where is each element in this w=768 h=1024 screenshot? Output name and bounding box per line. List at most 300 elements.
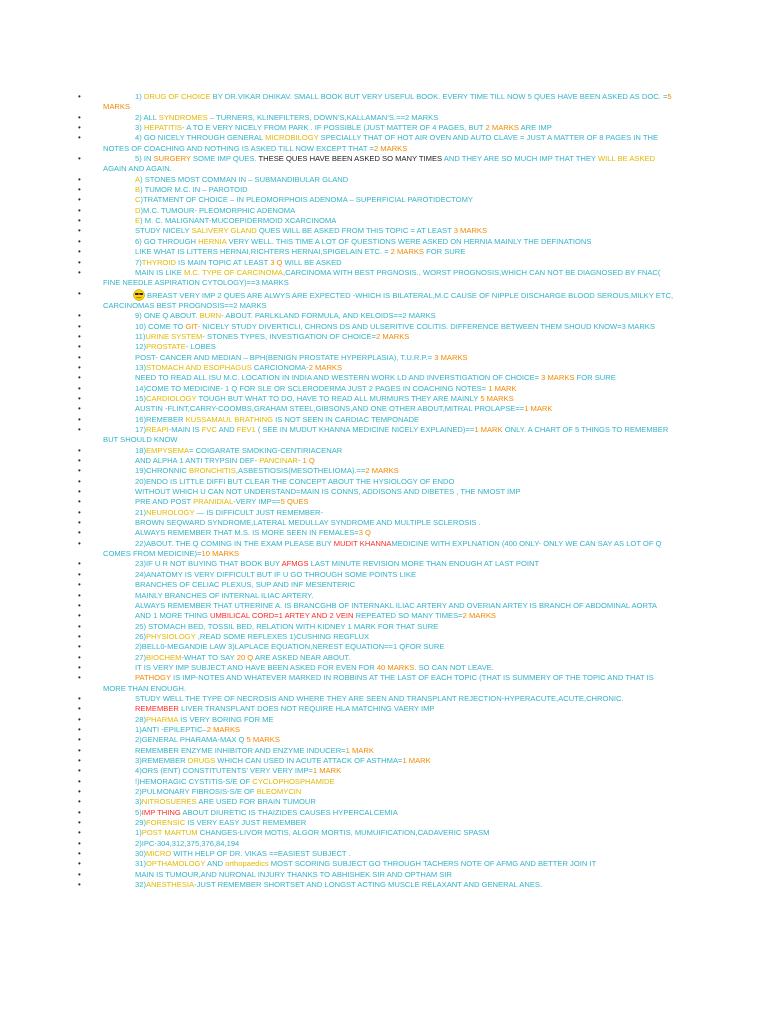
text-run: 14)COME TO MEDICINE- 1 Q FOR SLE OR SCLERODERMA JUST 2 PAGES IN COACHING NOTES= [135,383,489,393]
bullet-icon: • [78,507,81,517]
bullet-icon: • [78,425,81,434]
bullet-icon: • [78,133,81,143]
text-run: WILL BE ASKED [282,257,342,267]
text-run: M.C. TYPE OF CARCINOMA [183,267,283,277]
text-run: BLEOMYCIN [256,787,302,797]
text-run: BY DR.VIKAR DHIKAV. SMALL BOOK BUT VERY USEFUL BOOK. EVERY TIME TILL NOW 5 QUES HAVE BEEN ASKED AS DOC. = [210,92,668,101]
text-run: BRONCHITIS [189,466,236,476]
text-run: QUES WILL BE ASKED FROM THIS TOPIC = AT LEAST [256,226,454,236]
text-run: C [135,195,141,205]
list-item-text [103,849,351,858]
list-item-text [103,508,323,517]
text-run: SYNDROMES [158,112,208,122]
text-run: CARCIONOMA- [251,362,309,372]
text-run: MUDIT KHANNA [333,538,392,548]
text-run: AND [216,425,237,434]
list-item-text [103,373,616,382]
list-item-text [103,694,624,703]
text-run: NEUROLOGY [145,507,195,517]
text-run: - STONES TYPES, INVESTIGATION OF CHOICE= [202,331,377,341]
list-item [0,394,768,404]
list-item-text [103,113,438,122]
bullet-icon: • [78,745,81,755]
text-run: 2)GENERAL PHARAMA-MAX Q [135,735,247,745]
bullet-icon: • [78,662,81,672]
bullet-icon: • [78,92,81,101]
list-item [0,477,768,487]
text-run: FOR SURE [423,247,466,257]
list-item [0,559,768,569]
text-run: AFMGS [281,559,309,569]
list-item-text [103,859,596,868]
text-run: 23)IF U R NOT BUYING THAT BOOK BUY [135,559,282,569]
list-item-text [103,226,487,235]
bullet-icon: • [78,538,81,548]
text-run: IMP THING [141,807,181,817]
text-run: BROWN SEQWARD SYNDROME,LATERAL MEDULLAY SYNDROME AND MULTIPLE SCLEROSIS . [135,518,481,528]
text-run: 7) [135,257,142,267]
bullet-icon: • [78,766,81,776]
text-run: PHARMA [145,714,179,724]
bullet-icon: • [78,580,81,590]
list-item [0,384,768,394]
text-run: 11) [135,331,146,341]
text-run: 5 MARKS [103,92,672,112]
bullet-icon: • [78,466,81,476]
text-run: 3 Q [270,257,283,267]
list-item [0,694,768,704]
text-run: 3 MARKS [434,352,468,362]
text-run: - [297,456,303,466]
list-item-text [103,787,301,796]
text-run: ANESTHESIA [145,880,195,890]
text-run: REMEMBER ENZYME INHIBITOR AND ENZYME INDUCER= [135,745,346,755]
text-run: 5 QUES [280,497,309,507]
text-run: PHYSIOLOGY [145,631,196,641]
list-item [0,818,768,828]
text-run: ARE IMP [518,123,552,133]
list-item [0,206,768,216]
text-run: 18) [135,445,146,455]
list-item [0,808,768,818]
text-run: 15) [135,393,146,403]
text-run: ,CARCINOMA WITH BEST PRGNOSIS., WORST PROGNOSIS,WHICH CAN NOT BE DIAGNOSED BY FNAC( FINE NEEDLE ASPIRATION CYTOLOGY)==3 MARKS [103,267,661,288]
text-run: STOMACH AND ESOPHAGUS [145,362,252,372]
list-item [0,195,768,205]
list-item-text [103,466,399,475]
bullet-icon: • [78,267,81,277]
text-run: )TRATMENT OF CHOICE – IN PLEOMORPHOIS ADENOMA – SUPERFICIAL PAROTIDECTOMY [140,195,473,205]
text-run: POST- CANCER AND MEDIAN – BPH(BENIGN PROSTATE HYPERPLASIA), T.U.R.P.= [135,352,435,362]
list-item [0,185,768,195]
list-item [0,332,768,342]
text-run: 1)ANTI -EPILEPTIC– [135,724,207,734]
text-run: BIOCHEM [145,652,182,662]
text-run: 2 MARKS [376,331,410,341]
list-item [0,311,768,321]
text-run: - LOBES [185,342,216,352]
bullet-icon: • [78,559,81,569]
list-item [0,766,768,776]
list-item-text [103,322,655,331]
bullet-icon: • [78,631,81,641]
text-run: IT IS VERY IMP SUBJECT AND HAVE BEEN ASKED FOR EVEN FOR [135,662,377,672]
text-run: ( SEE IN MUDUT KHANNA MEDICINE NICELY EXPLAINED)== [255,425,475,434]
text-run: 9) ONE Q ABOUT. [135,311,200,321]
bullet-icon: • [78,311,81,321]
list-item [0,258,768,268]
list-item [0,237,768,247]
text-run: CHANGES-LIVOR MOTIS, ALGOR MORTIS, MUMUIFICATION,CADAVERIC SPASM [197,828,490,838]
text-run: 27) [135,652,146,662]
list-item-text [103,818,306,827]
text-run: - ABOUT. PARLKLAND FORMULA, AND KELOIDS==2 MARKS [221,311,436,321]
bullet-icon: • [78,880,81,890]
list-item-text [103,384,517,393]
bullet-icon: • [78,714,81,724]
list-item [0,725,768,735]
list-item [0,508,768,518]
list-item-text [103,247,465,256]
text-run: 2 MARKS [485,123,519,133]
text-run: 2 MARKS [462,611,496,621]
text-run: ) STONES MOST COMMAN IN – SUBMANDIBULAR GLAND [140,174,349,184]
text-run: 4) GO NICELY THROUGH GENERAL [135,133,266,143]
text-run: . SO CAN NOT LEAVE. [414,662,494,672]
list-item-text [103,92,672,111]
text-run: OPTHAMOLOGY [145,859,206,869]
list-item [0,570,768,580]
bullet-icon: • [78,828,81,838]
list-item [0,446,768,456]
text-run: BREAST VERY IMP 2 QUES ARE ALWYS ARE EXPECTED -WHICH IS BILATERAL,M.C CAUSE OF NIPPLE DISCHARGE BLOOD SEROUS,MILKY ETC, CARCINOMAS BEST PROGNOSIS==2 MARKS [103,290,674,310]
list-item-text [103,185,248,194]
text-run: 1 MARK [345,745,374,755]
list-item-text [103,363,342,372]
list-item-text [103,735,280,744]
text-run: 17) [135,425,146,434]
text-run: 3 Q [358,528,371,538]
text-run: 5 MARKS [246,735,280,745]
text-run: ONLY. A CHART OF 5 THINGS TO REMEMBER BUT SHOULD KNOW [103,425,669,445]
bullet-icon: • [78,756,81,765]
bullet-icon: • [78,195,81,205]
bullet-icon: • [78,673,81,683]
text-run: PANCINAR [259,456,298,466]
list-item-text [103,456,315,465]
list-item [0,216,768,226]
bullet-icon: • [78,487,81,497]
list-item [0,268,768,289]
text-run: 1 MARK [312,766,342,776]
text-run: REAPI [145,425,169,434]
text-run: KUSSAMAUL BRATHING [185,414,273,424]
list-item-text [103,591,313,600]
bullet-icon: • [78,724,81,734]
text-run: WITHOUT WHICH U CAN NOT UNDERSTAND=MAIN IS CONNS, ADDISONS AND DIBETES , THE NMOST IMP [135,487,521,497]
bullet-icon: • [78,288,81,298]
text-run: POST MARTUM [141,828,198,838]
bullet-icon: • [78,174,81,184]
list-item-text [103,653,350,662]
list-item-text [103,539,662,558]
list-item [0,880,768,890]
text-run: 1 MARK [474,425,503,434]
text-run: MICROBILOGY [265,133,319,143]
list-item-text [103,154,655,173]
text-run: IS NOT SEEN IN CARDIAC TEMPONADE [272,414,420,424]
list-item-text [103,870,452,879]
text-run: AND ALPHA 1 ANTI TRYPSIN DEF- [135,456,260,466]
bullet-icon: • [78,205,81,215]
list-item-text [103,797,316,806]
list-item-text [103,394,514,403]
list-item [0,415,768,425]
text-run: 2 MARKS [365,466,399,476]
bullet-icon: • [78,383,81,393]
text-run: AUSTIN -FLINT,CARRY-COOMBS,GRAHAM STEEL,GIBSONS,AND ONE OTHER ABOUT,MITRAL PROLAPSE== [135,404,525,414]
list-item [0,342,768,352]
bullet-icon: • [78,693,81,703]
list-item-text [103,663,494,672]
list-item [0,735,768,745]
text-run: BRANCHES OF CELIAC PLEXUS, SUP AND INF MESENTERIC [135,580,356,590]
bullet-icon: • [78,352,81,362]
list-item [0,363,768,373]
bullet-icon: • [78,185,81,195]
list-item [0,870,768,880]
text-run: 25) STOMACH BED, TOSSIL BED, RELATION WITH KIDNEY 1 MARK FOR THAT SURE [135,621,439,631]
list-item [0,663,768,673]
list-item [0,828,768,838]
bullet-icon: • [78,859,81,869]
text-run: LAST MINUTE REVISION MORE THAN ENOUGH AT LAST POINT [308,559,540,569]
bullet-icon: • [78,838,81,848]
bullet-icon: • [78,518,81,528]
list-item-text [103,206,295,215]
bullet-icon: • [78,216,81,226]
list-item-text [103,291,673,310]
text-run: WITH HELP OF DR. VIKAS ==EASIEST SUBJECT . [171,849,351,859]
list-item-text [103,311,436,320]
text-run: A [135,174,141,184]
list-item-text [103,673,654,692]
text-run: 3) [135,123,144,133]
list-item-text [103,642,444,651]
list-item-text [103,756,431,765]
text-run: D [135,205,141,215]
text-run: PRE AND POST [135,497,194,507]
bullet-icon: • [78,611,81,621]
list-item-text [103,195,473,204]
list-item [0,839,768,849]
text-run: PRANIDIAL [193,497,234,507]
bullet-icon: • [78,154,81,164]
list-item [0,373,768,383]
text-run: FOR SURE [574,373,616,383]
text-run: E [135,216,141,226]
list-item-text [103,518,481,527]
text-run: 6) GO THROUGH [135,236,199,246]
list-item-text [103,828,489,837]
text-run: MEDICINE WITH EXPLNATION (400 ONLY- ONLY WE CAN SAY AS LOT OF Q COMES FROM MEDICINE)= [103,538,662,559]
text-run: MOST SCORING SUBJECT GO THROUGH TACHERS NOTE OF AFMG AND BETTER JOIN IT [268,859,597,869]
text-run: ) TUMOR M.C. IN – PAROTOID [140,185,248,195]
text-run: THYROID [141,257,176,267]
text-run: -VERY IMP== [233,497,281,507]
text-run: ,READ SOME REFLEXES 1)CUSHING REGFLUX [195,631,370,641]
bullet-icon: • [78,735,81,745]
text-run: 5) IN [135,154,154,164]
list-item-text [103,425,668,444]
list-item [0,322,768,332]
list-item-text [103,601,657,610]
text-run: CYCLOPHOSPHAMIDE [252,776,335,786]
text-run: 2 MARKS [308,362,343,372]
list-item-text [103,497,308,506]
text-run: SOME IMP QUES. [190,154,259,164]
bullet-icon: • [78,704,81,714]
text-run: 28) [135,714,146,724]
text-run: TOUGH BUT WHAT TO DO, HAVE TO READ ALL MURMURS THEY ARE MAINLY [196,393,481,403]
list-item [0,289,768,312]
text-run: MAINLY BRANCHES OF INTERNAL ILIAC ARTERY. [135,590,314,600]
list-item [0,404,768,414]
text-run: FVC [201,425,217,434]
text-run: 2)PULMONARY FIBROSIS-S/E OF [135,787,257,797]
text-run: 2 MARKS [390,247,424,257]
bullet-icon: • [78,621,81,631]
text-run: 13) [135,362,146,372]
text-run: B [135,185,141,195]
list-item-text [103,342,216,351]
text-run: 24)ANATOMY IS VERY DIFFICULT BUT IF U GO THROUGH SOME POINTS LIKE [135,569,417,579]
list-item [0,601,768,611]
list-item-text [103,216,336,225]
text-run: DRUGS [187,756,216,765]
text-run: 5 MARKS [480,393,514,403]
text-run: 1 Q [302,456,315,466]
text-run: PROSTATE [145,342,186,352]
text-run: THESE QUES HAVE BEEN ASKED SO MANY TIMES [258,154,443,164]
list-item [0,539,768,560]
text-run: FEV1 [236,425,256,434]
list-item [0,611,768,621]
text-run: 31) [135,859,146,869]
list-item [0,787,768,797]
bullet-icon: • [78,849,81,859]
list-item-text [103,777,335,786]
list-item-text [103,487,521,496]
text-run: SALIVERY GLAND [191,226,257,236]
list-item [0,580,768,590]
list-item-text [103,446,342,455]
list-item-text [103,725,240,734]
sunglasses-smiley-icon [135,291,147,300]
list-item-text [103,528,371,537]
text-run: 3)REMEMBER [135,756,188,765]
text-run: !)HEMORAGIC CYSTITIS-S/E OF [135,776,253,786]
text-run: 2)IPC-304,312,375,376,84,194 [135,838,240,848]
text-run: HEPATITIS [143,123,182,133]
text-run: SURGERY [153,154,191,164]
bullet-icon: • [78,869,81,879]
text-run: 1) [135,92,144,101]
text-run: - A TO E VERY NICELY FROM PARK . IF POSSIBLE (JUST MATTER OF 4 PAGES, BUT [182,123,486,133]
text-run: ALWAYS REMEMBER THAT UTRERINE A. IS BRANCGHB OF INTERNAKL ILIAC ARTERY AND OVERIAN ARTEY IS BRANCH OF ABDOMINAL AORTA [135,600,657,610]
list-item [0,497,768,507]
bullet-icon: • [78,342,81,352]
bullet-icon: • [78,807,81,817]
bullet-icon: • [78,247,81,257]
list-item-text [103,268,660,287]
bullet-icon: • [78,600,81,610]
text-run: DRUG OF CHOICE [143,92,211,101]
list-item [0,673,768,694]
text-run: 2) ALL [135,112,159,122]
list-item [0,756,768,766]
bullet-icon: • [78,652,81,662]
text-run: WILL BE ASKED [597,154,656,164]
text-run: AND THEY ARE SO MUCH IMP THAT THEY [442,154,598,164]
text-run: URINE SYSTEM [145,331,203,341]
text-run: MAIN IS LIKE [135,267,184,277]
bullet-icon: • [78,569,81,579]
text-run: MICRO [145,849,172,859]
text-run: 22)ABOUT. THE Q COMING IN THE EXAM PLEASE BUY [135,538,334,548]
list-item [0,487,768,497]
bullet-icon: • [78,373,81,383]
list-item-text [103,415,419,424]
text-run: 20)ENDO IS LITTLE DIFFI BUT CLEAR THE CONCEPT ABOUT THE HYSIOLOGY OF ENDO [135,476,455,486]
list-item-text [103,580,355,589]
list-item [0,528,768,538]
list-item-text [103,237,591,246]
list-item [0,456,768,466]
text-run: - NICELY STUDY DIVERTICLI, CHRONS DS AND ULSERITIVE COLITIS. DIFFERENCE BETWEEN THEM SHOUD KNOW=3 MARKS [197,321,655,331]
text-run: REPEATED SO MANY TIMES= [353,611,463,621]
bullet-icon: • [78,642,81,652]
list-item-text [103,332,409,341]
text-run: LIVER TRANSPLANT DOES NOT REQUIRE HLA MATCHING VAERY IMP [178,704,435,714]
bullet-icon: • [78,414,81,424]
bullet-icon: • [78,445,81,455]
list-item [0,653,768,663]
list-item-text [103,766,341,775]
bullet-icon: • [78,797,81,807]
list-item [0,92,768,113]
bullet-icon: • [78,497,81,507]
text-run: NITROSUERES [141,797,197,807]
text-run: 3 MARKS [541,373,575,383]
text-run: 30) [135,849,146,859]
text-run: EMPYSEMA [145,445,190,455]
list-item-text [103,353,468,362]
list-item [0,642,768,652]
bullet-icon: • [78,404,81,414]
text-run: ,ASBESTIOSIS(MESOTHELIOMA).== [235,466,366,476]
list-item [0,466,768,476]
text-run: — IS DIFFICULT JUST REMEMBER- [194,507,324,517]
list-item-text [103,632,369,641]
bullet-icon: • [78,787,81,797]
text-run: IS IMP-NOTES AND WHATEVER MARKED IN ROBBINS AT THE LAST OF EACH TOPIC (THAT IS SUMMERY OF THE TOPIC AND THAT IS MORE THAN ENOUGH. [103,673,654,693]
list-item-text [103,611,496,620]
text-run: 32) [135,880,146,890]
text-run: HERNIA [198,236,227,246]
text-run: WHICH CAN USED IN ACUTE ATTACK OF ASTHMA= [215,756,403,765]
text-run: IS VERY BORING FOR ME [178,714,274,724]
